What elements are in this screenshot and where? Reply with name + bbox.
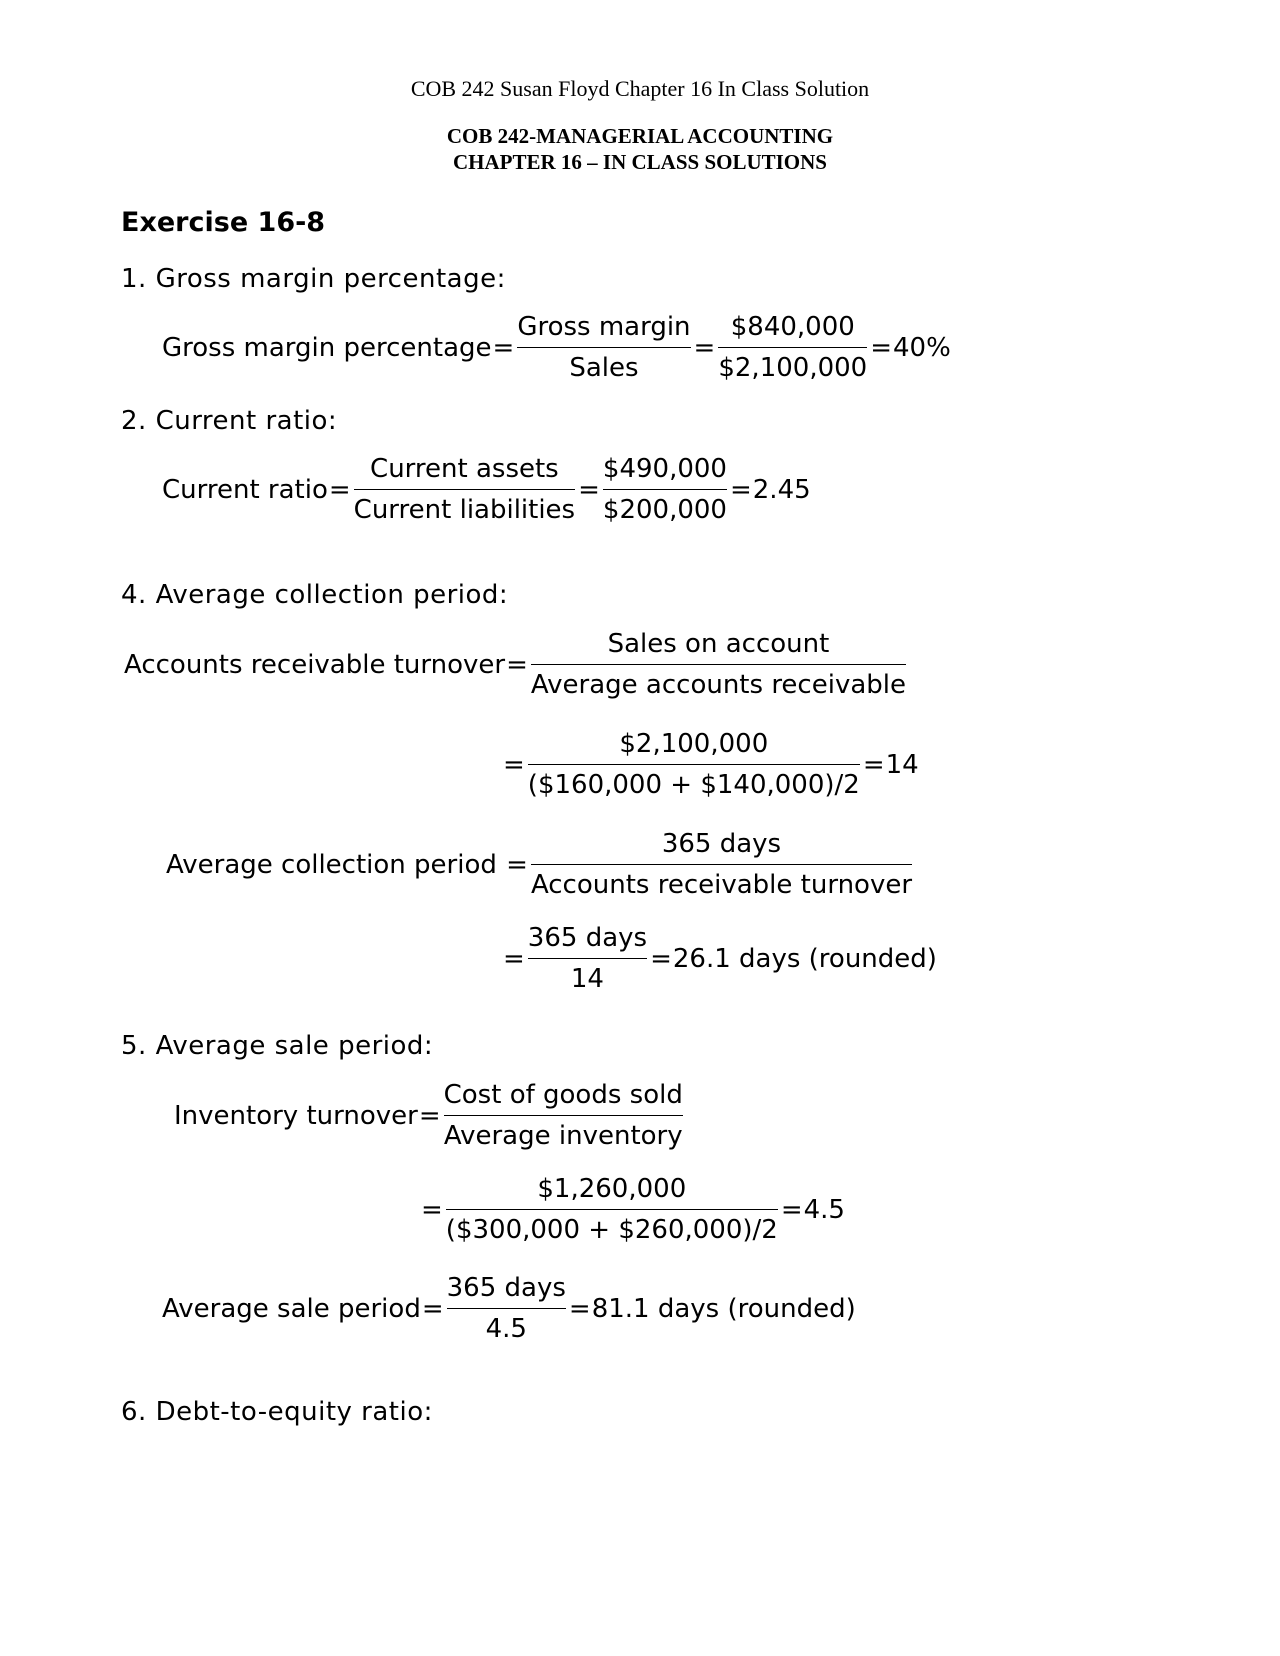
equals-sign: = (506, 849, 528, 880)
eq-lhs: Gross margin percentage (162, 332, 492, 363)
equals-sign: = (328, 474, 351, 505)
denominator: Current liabilities (354, 489, 575, 527)
eq-lhs: Inventory turnover (174, 1100, 418, 1131)
equals-sign: = (421, 1194, 443, 1225)
fraction (354, 452, 575, 527)
numerator: Sales on account (607, 629, 830, 659)
fraction (531, 827, 912, 902)
exercise-title: Exercise 16-8 (121, 207, 326, 238)
numerator: $1,260,000 (537, 1174, 687, 1204)
heading-sale-period: 5. Average sale period: (121, 1031, 434, 1061)
document-title: COB 242-MANAGERIAL ACCOUNTING (446, 124, 834, 148)
numerator: 365 days (661, 829, 782, 859)
eq-result: 2.45 (752, 474, 811, 505)
equals-sign: = (693, 332, 716, 363)
heading-collection-period: 4. Average collection period: (121, 580, 509, 610)
equals-sign: = (503, 943, 525, 974)
equals-sign: = (503, 749, 525, 780)
denominator: ($160,000 + $140,000)/2 (528, 764, 860, 802)
page-header: COB 242 Susan Floyd Chapter 16 In Class Solution (410, 76, 870, 101)
equation-collection-period-values (502, 921, 937, 996)
numerator: Cost of goods sold (443, 1080, 683, 1110)
equation-inventory-turnover-values (420, 1172, 845, 1247)
equation-current-ratio (162, 452, 811, 527)
equals-sign: = (870, 332, 893, 363)
fraction (446, 1172, 778, 1247)
numerator: $490,000 (602, 454, 727, 484)
equation-inventory-turnover (174, 1078, 685, 1153)
equation-gross-margin (162, 310, 951, 385)
equals-sign: = (421, 1293, 444, 1324)
equals-sign: = (418, 1100, 441, 1131)
fraction (603, 452, 727, 527)
denominator: 14 (528, 958, 647, 996)
document-subtitle: CHAPTER 16 – IN CLASS SOLUTIONS (452, 150, 827, 174)
fraction (531, 627, 906, 702)
equals-sign: = (780, 1194, 803, 1225)
equals-sign: = (862, 749, 885, 780)
denominator: Average inventory (444, 1115, 683, 1153)
denominator: Sales (517, 347, 690, 385)
eq-lhs: Average collection period (166, 849, 506, 880)
denominator: Accounts receivable turnover (531, 864, 912, 902)
equation-collection-period (166, 827, 914, 902)
eq-lhs: Current ratio (162, 474, 328, 505)
equation-ar-turnover (124, 627, 908, 702)
eq-result: 26.1 days (rounded) (672, 943, 937, 974)
eq-result: 81.1 days (rounded) (591, 1293, 856, 1324)
denominator: Average accounts receivable (531, 664, 906, 702)
eq-lhs: Average sale period (162, 1293, 421, 1324)
denominator: 4.5 (447, 1308, 566, 1346)
heading-gross-margin: 1. Gross margin percentage: (121, 264, 506, 294)
numerator: $2,100,000 (619, 729, 769, 759)
equals-sign: = (506, 649, 528, 680)
numerator: $840,000 (730, 312, 855, 342)
numerator: 365 days (527, 923, 648, 953)
eq-result: 40% (893, 332, 951, 363)
numerator: 365 days (446, 1273, 566, 1303)
equals-sign: = (492, 332, 515, 363)
equation-ar-turnover-values (502, 727, 919, 802)
eq-result: 4.5 (803, 1194, 845, 1225)
equation-sale-period (162, 1271, 856, 1346)
equals-sign: = (650, 943, 672, 974)
numerator: Current assets (370, 454, 559, 484)
fraction (447, 1271, 566, 1346)
denominator: ($300,000 + $260,000)/2 (446, 1209, 778, 1247)
fraction (517, 310, 690, 385)
denominator: $200,000 (603, 489, 727, 527)
equals-sign: = (578, 474, 600, 505)
fraction (528, 921, 647, 996)
equals-sign: = (568, 1293, 591, 1324)
numerator: Gross margin (517, 312, 691, 342)
heading-debt-equity: 6. Debt-to-equity ratio: (121, 1397, 433, 1427)
eq-result: 14 (885, 749, 919, 780)
heading-current-ratio: 2. Current ratio: (121, 406, 338, 436)
fraction (444, 1078, 683, 1153)
denominator: $2,100,000 (718, 347, 867, 385)
equals-sign: = (729, 474, 752, 505)
eq-lhs: Accounts receivable turnover (124, 649, 506, 680)
fraction (528, 727, 860, 802)
fraction (718, 310, 867, 385)
